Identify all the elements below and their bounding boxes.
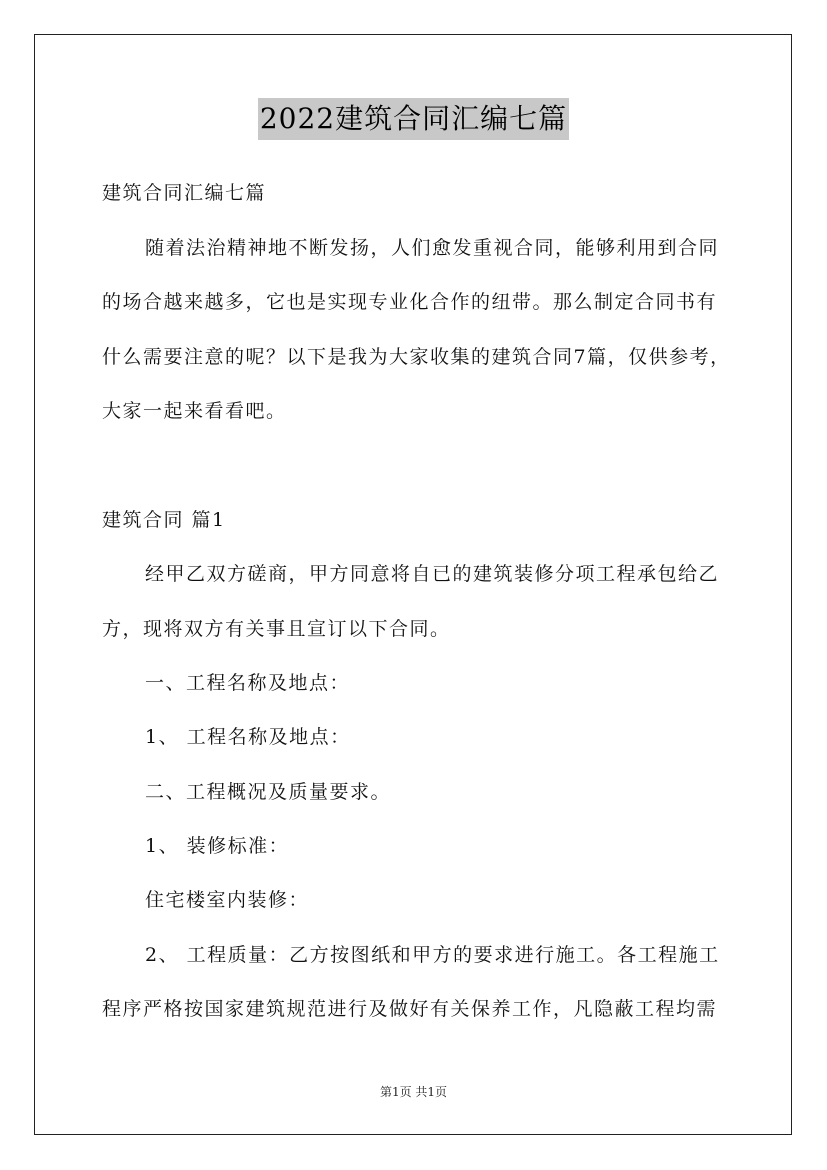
clause-item: 1、 装修标准： [145,835,290,857]
section-heading: 建筑合同 篇1 [102,509,226,531]
paragraph-line: 什么需要注意的呢？以下是我为大家收集的建筑合同7篇，仅供参考， [102,346,731,368]
paragraph-line: 程序严格按国家建筑规范进行及做好有关保养工作，凡隐蔽工程均需 [102,998,718,1020]
paragraph-line: 随着法治精神地不断发扬，人们愈发重视合同，能够利用到合同 [145,237,720,259]
clause-text: 住宅楼室内装修： [145,889,310,911]
title-container [0,98,827,140]
clause-heading: 二、工程概况及质量要求。 [145,781,392,803]
paragraph-line: 大家一起来看看吧。 [102,400,287,422]
page-footer: 第1页 共1页 [379,1085,448,1099]
paragraph-line: 方，现将双方有关事且宣订以下合同。 [102,618,451,640]
paragraph-line: 经甲乙双方磋商，甲方同意将自已的建筑装修分项工程承包给乙 [145,563,720,585]
paragraph-line: 的场合越来越多，它也是实现专业化合作的纽带。那么制定合同书有 [102,291,718,313]
document-title: 2022建筑合同汇编七篇 [258,98,569,140]
clause-item: 2、 工程质量：乙方按图纸和甲方的要求进行施工。各工程施工 [145,944,720,966]
clause-item: 1、 工程名称及地点： [145,726,351,748]
clause-heading: 一、工程名称及地点： [145,672,351,694]
subtitle-line: 建筑合同汇编七篇 [102,182,267,204]
